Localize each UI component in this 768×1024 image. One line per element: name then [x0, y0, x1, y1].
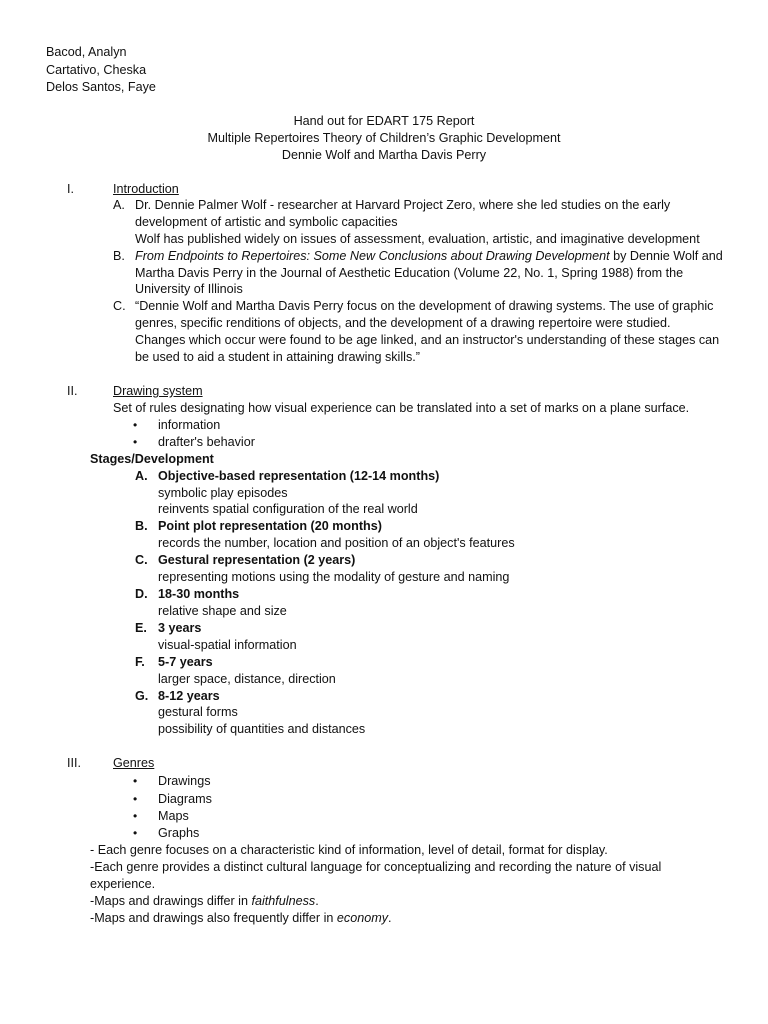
list-item: Graphs: [158, 826, 200, 840]
intro-b-line: University of Illinois: [135, 282, 243, 296]
intro-a-line: Dr. Dennie Palmer Wolf - researcher at Harvard Project Zero, where she led studies on the early: [135, 198, 671, 212]
stage-detail: visual-spatial information: [158, 638, 297, 652]
list-item: Diagrams: [158, 792, 212, 806]
stage-detail: representing motions using the modality of gesture and naming: [158, 570, 510, 584]
note-text: -Maps and drawings also frequently differ in: [90, 911, 337, 925]
bullet-icon: •: [133, 418, 138, 432]
handout-title: Hand out for EDART 175 Report: [293, 114, 475, 128]
stage-title: Objective-based representation (12-14 months): [158, 469, 440, 483]
author-name: Cartativo, Cheska: [46, 63, 147, 77]
stage-letter: A.: [135, 469, 148, 483]
bullet-icon: •: [133, 435, 138, 449]
author-name: Delos Santos, Faye: [46, 80, 156, 94]
stage-letter: E.: [135, 621, 147, 635]
stage-letter: G.: [135, 689, 149, 703]
author-name: Bacod, Analyn: [46, 45, 127, 59]
intro-b-line: Martha Davis Perry in the Journal of Aesthetic Education (Volume 22, No. 1, Spring 1988) from the: [135, 266, 684, 280]
intro-a-line: Wolf has published widely on issues of assessment, evaluation, artistic, and imaginative development: [135, 232, 700, 246]
stage-title: Point plot representation (20 months): [158, 519, 382, 533]
stage-letter: C.: [135, 553, 148, 567]
stage-detail: gestural forms: [158, 705, 238, 719]
stage-letter: D.: [135, 587, 148, 601]
genre-note: experience.: [90, 877, 156, 891]
note-emphasis: economy: [336, 911, 388, 925]
list-item: Maps: [158, 809, 189, 823]
note-text: .: [388, 911, 392, 925]
section-heading-introduction: Introduction: [113, 182, 179, 196]
note-text: -Maps and drawings differ in: [90, 894, 252, 908]
list-letter: C.: [113, 299, 126, 313]
stage-title: 5-7 years: [158, 655, 213, 669]
intro-c-line: Changes which occur were found to be age linked, and an instructor's understanding of these stages can: [135, 333, 720, 347]
section-heading-drawing-system: Drawing system: [113, 384, 203, 398]
note-emphasis: faithfulness: [251, 894, 316, 908]
intro-b-line: [135, 248, 723, 265]
intro-a-line: development of artistic and symbolic capacities: [135, 215, 398, 229]
bullet-icon: •: [133, 826, 138, 840]
intro-c-line: be used to aid a student in attaining drawing skills.”: [135, 350, 420, 364]
report-title: Multiple Repertoires Theory of Children’s Graphic Development: [207, 131, 561, 145]
stage-title: Gestural representation (2 years): [158, 553, 356, 567]
list-item: Drawings: [158, 774, 211, 788]
list-item: drafter's behavior: [158, 435, 255, 449]
stage-detail: larger space, distance, direction: [158, 672, 336, 686]
intro-c-line: genres, specific renditions of objects, and the development of a drawing repertoire were studied.: [135, 316, 671, 330]
stage-letter: B.: [135, 519, 148, 533]
section-numeral: III.: [67, 756, 81, 770]
genre-note: - Each genre focuses on a characteristic kind of information, level of detail, format for display.: [90, 843, 608, 857]
stage-title: 3 years: [158, 621, 202, 635]
list-letter: A.: [113, 198, 125, 212]
report-authors: Dennie Wolf and Martha Davis Perry: [281, 148, 487, 162]
section-heading-genres: Genres: [113, 756, 155, 770]
section-numeral: II.: [67, 384, 78, 398]
section-numeral: I.: [67, 182, 74, 196]
genre-note: [90, 910, 392, 927]
stage-detail: reinvents spatial configuration of the real world: [158, 502, 418, 516]
stage-detail: relative shape and size: [158, 604, 287, 618]
genre-note: -Each genre provides a distinct cultural language for conceptualizing and recording the nature of visual: [90, 860, 662, 874]
stage-title: 8-12 years: [158, 689, 220, 703]
bullet-icon: •: [133, 792, 138, 806]
bullet-icon: •: [133, 809, 138, 823]
stage-detail: possibility of quantities and distances: [158, 722, 366, 736]
article-title: From Endpoints to Repertoires: Some New Conclusions about Drawing Development: [135, 249, 610, 263]
stage-letter: F.: [135, 655, 145, 669]
stage-detail: records the number, location and position of an object's features: [158, 536, 515, 550]
note-text: .: [315, 894, 319, 908]
intro-b-text: by Dennie Wolf and: [609, 249, 723, 263]
stage-detail: symbolic play episodes: [158, 486, 288, 500]
stage-title: 18-30 months: [158, 587, 240, 601]
bullet-icon: •: [133, 774, 138, 788]
drawing-system-definition: Set of rules designating how visual experience can be translated into a set of marks on a plane surface.: [113, 401, 690, 415]
stages-heading: Stages/Development: [90, 452, 214, 466]
list-letter: B.: [113, 249, 125, 263]
genre-note: [90, 893, 319, 910]
intro-c-line: “Dennie Wolf and Martha Davis Perry focus on the development of drawing systems. The use of graphic: [135, 299, 714, 313]
list-item: information: [158, 418, 221, 432]
